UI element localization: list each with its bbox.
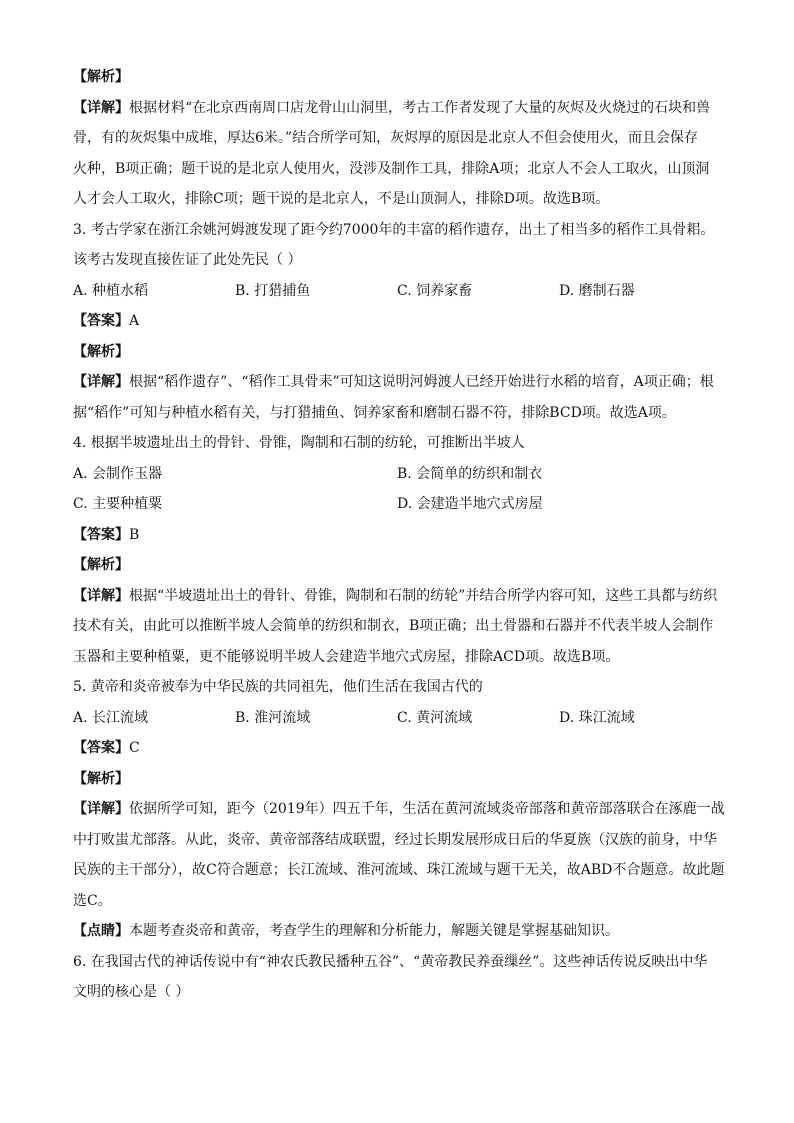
detail-line: 骨，有的灰烬集中成堆，厚达6米。”结合所学可知，灰烬厚的原因是北京人不但会使用火，而且会保存 (73, 130, 699, 146)
option-d: D. 磨制石器 (559, 282, 635, 299)
answer-line (73, 733, 723, 764)
analysis-label: 【解析】 (73, 69, 129, 85)
answer-value: C (129, 740, 140, 756)
question-stem: 该考古发现直接佐证了此处先民（ ） (73, 252, 302, 268)
option-c: C. 主要种植粟 (73, 496, 163, 512)
analysis-label: 【解析】 (73, 770, 129, 787)
detail-label: 【详解】 (73, 587, 129, 604)
question-stem: 6. 在我国古代的神话传说中有“神农氏教民播种五谷”、“黄帝教民养蚕缫丝”。这些神话传说反映出中华 (73, 953, 708, 970)
answer-value: B (129, 526, 140, 543)
detail-line: 民族的主干部分），故C符合题意；长江流域、淮河流域、珠江流域与题干无关，故ABD不合题意。故此题 (73, 862, 725, 878)
option-c: C. 黄河流域 (397, 709, 473, 726)
detail-line: 【详解】依据所学可知，距今（2019年）四五千年，生活在黄河流域炎帝部落和黄帝部落联合在涿鹿一战 (73, 801, 725, 817)
option-b: B. 会简单的纺织和制衣 (397, 465, 543, 482)
detail-line: 技术有关，由此可以推断半坡人会简单的纺织和制衣，B项正确；出土骨器和石器并不代表半坡人会制作 (73, 618, 714, 634)
option-a: A. 种植水稻 (73, 282, 149, 299)
answer-label: 【答案】 (73, 740, 129, 756)
option-d: D. 珠江流域 (559, 709, 635, 726)
question-stem: 4. 根据半坡遗址出土的骨针、骨锥，陶制和石制的纺轮，可推断出半坡人 (73, 435, 525, 451)
answer-line (73, 520, 723, 551)
analysis-label: 【解析】 (73, 557, 129, 573)
point-label: 【点睛】 (73, 923, 129, 939)
detail-line: 选C。 (73, 892, 112, 909)
question-stem: 文明的核心是（ ） (73, 984, 190, 1000)
detail-line: 【详解】根据“稻作遗存”、“稻作工具骨耒”可知这说明河姆渡人已经开始进行水稻的培育，A项正确；根 (73, 374, 714, 390)
option-row (73, 276, 723, 307)
option-row (73, 459, 723, 490)
question-stem: 3. 考古学家在浙江余姚河姆渡发现了距今约7000年的丰富的稻作遗存，出土了相当多的稻作工具骨耜。 (73, 221, 715, 238)
answer-line (73, 306, 723, 337)
detail-label: 【详解】 (73, 801, 129, 817)
option-row (73, 703, 723, 734)
detail-line: 人才会人工取火，排除C项；题干说的是北京人，不是山顶洞人，排除D项。故选B项。 (73, 191, 610, 207)
detail-line: 据“稻作”可知与种植水稻有关，与打猎捕鱼、饲养家畜和磨制石器不符，排除BCD项。故选A项。 (73, 404, 676, 421)
detail-label: 【详解】 (73, 374, 129, 390)
detail-line: 玉器和主要种植粟，更不能够说明半坡人会建造半地穴式房屋，排除ACD项。故选B项。 (73, 648, 620, 665)
answer-label: 【答案】 (73, 313, 129, 329)
question-stem: 5. 黄帝和炎帝被奉为中华民族的共同祖先，他们生活在我国古代的 (73, 679, 483, 695)
detail-line: 火种，B项正确；题干说的是北京人使用火，没涉及制作工具，排除A项；北京人不会人工取火，山顶洞 (73, 160, 710, 177)
detail-line: 【详解】根据材料“在北京西南周口店龙骨山山洞里，考古工作者发现了大量的灰烬及火烧过的石块和兽 (73, 99, 711, 116)
detail-line: 【详解】根据“半坡遗址出土的骨针、骨锥，陶制和石制的纺轮”并结合所学内容可知，这些工具都与纺织 (73, 587, 718, 604)
option-a: A. 会制作玉器 (73, 465, 163, 482)
option-d: D. 会建造半地穴式房屋 (397, 496, 543, 512)
option-row (73, 489, 723, 520)
option-c: C. 饲养家畜 (397, 282, 473, 299)
detail-label: 【详解】 (73, 99, 129, 116)
option-b: B. 打猎捕鱼 (235, 282, 311, 299)
option-b: B. 淮河流域 (235, 709, 311, 726)
detail-line: 中打败蚩尤部落。从此，炎帝、黄帝部落结成联盟，经过长期发展形成日后的华夏族（汉族的前身，中华 (73, 831, 717, 848)
answer-label: 【答案】 (73, 526, 129, 543)
point-line: 【点睛】本题考查炎帝和黄帝，考查学生的理解和分析能力，解题关键是掌握基础知识。 (73, 923, 619, 939)
option-a: A. 长江流域 (73, 709, 149, 726)
document-page (73, 62, 723, 1008)
analysis-label: 【解析】 (73, 343, 129, 360)
answer-value: A (129, 313, 140, 329)
